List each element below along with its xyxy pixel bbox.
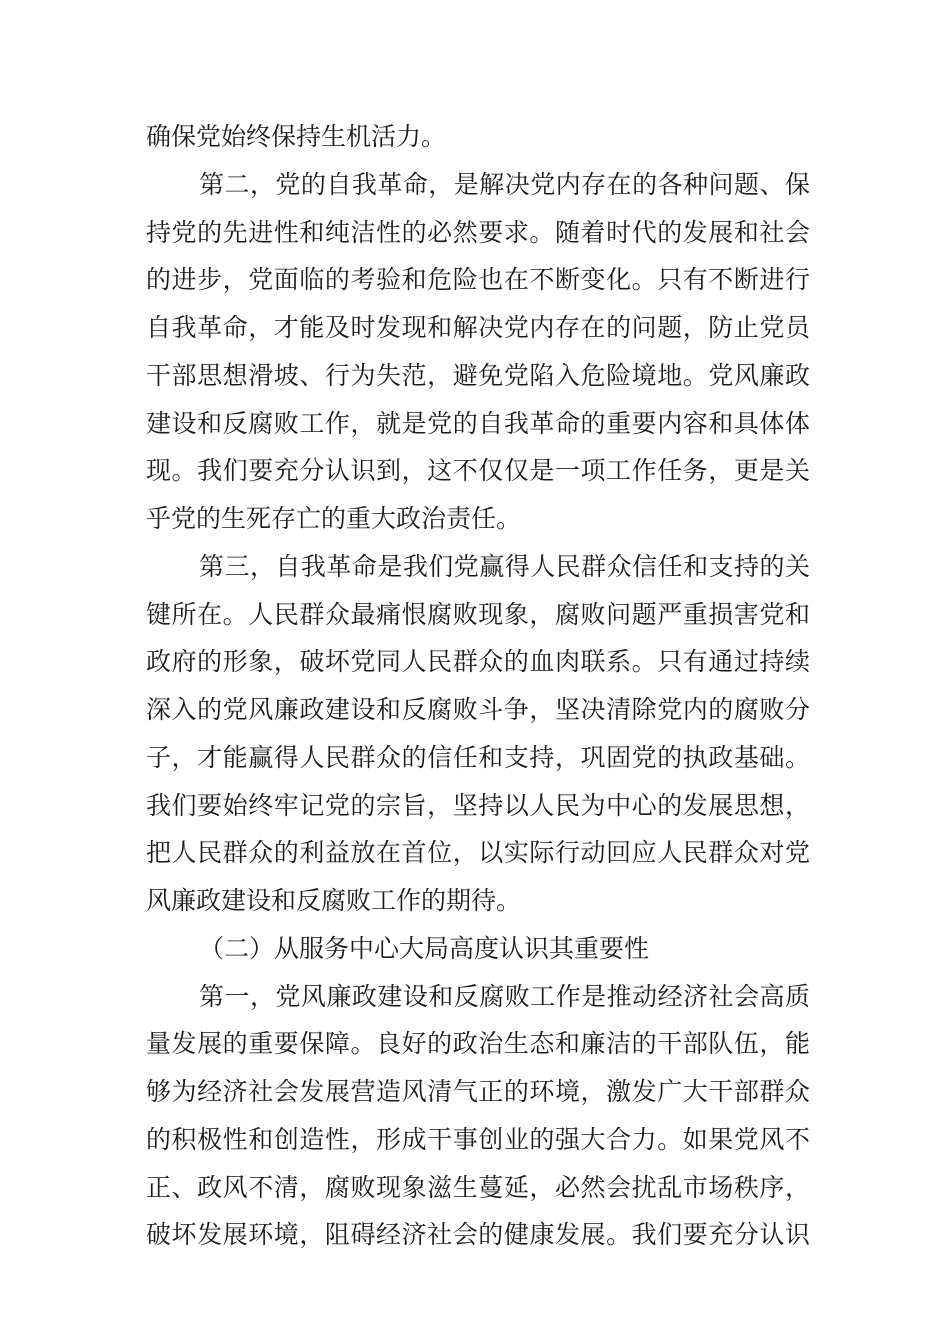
paragraph-first-line: 第三，自我革命是我们党赢得人民群众信任和支持的关 — [199, 552, 810, 581]
section-heading: （二）从服务中心大局高度认识其重要性 — [199, 934, 650, 963]
text-line: 的积极性和创造性，形成干事创业的强大合力。如果党风不 — [146, 1125, 810, 1154]
text-line: 把人民群众的利益放在首位，以实际行动回应人民群众对党 — [146, 838, 810, 867]
text-line: 干部思想滑坡、行为失范，避免党陷入危险境地。党风廉政 — [146, 361, 810, 390]
text-line: 持党的先进性和纯洁性的必然要求。随着时代的发展和社会 — [146, 218, 810, 247]
text-line: 乎党的生死存亡的重大政治责任。 — [146, 504, 522, 533]
text-line: 风廉政建设和反腐败工作的期待。 — [146, 886, 522, 915]
text-line: 政府的形象，破坏党同人民群众的血肉联系。只有通过持续 — [146, 647, 810, 676]
text-line: 子，才能赢得人民群众的信任和支持，巩固党的执政基础。 — [146, 743, 810, 772]
paragraph-first-line: 第二，党的自我革命，是解决党内存在的各种问题、保 — [199, 170, 810, 199]
text-line: 确保党始终保持生机活力。 — [146, 122, 447, 151]
text-line: 深入的党风廉政建设和反腐败斗争，坚决清除党内的腐败分 — [146, 695, 810, 724]
text-line: 量发展的重要保障。良好的政治生态和廉洁的干部队伍，能 — [146, 1029, 810, 1058]
paragraph-first-line: 第一，党风廉政建设和反腐败工作是推动经济社会高质 — [199, 982, 810, 1011]
text-line: 键所在。人民群众最痛恨腐败现象，腐败问题严重损害党和 — [146, 600, 810, 629]
text-line: 我们要始终牢记党的宗旨，坚持以人民为中心的发展思想， — [146, 791, 810, 820]
text-line: 破坏发展环境，阻碍经济社会的健康发展。我们要充分认识 — [146, 1220, 810, 1249]
text-line: 现。我们要充分认识到，这不仅仅是一项工作任务，更是关 — [146, 456, 810, 485]
text-line: 正、政风不清，腐败现象滋生蔓延，必然会扰乱市场秩序， — [146, 1173, 810, 1202]
text-line: 的进步，党面临的考验和危险也在不断变化。只有不断进行 — [146, 265, 810, 294]
text-line: 自我革命，才能及时发现和解决党内存在的问题，防止党员 — [146, 313, 810, 342]
text-line: 建设和反腐败工作，就是党的自我革命的重要内容和具体体 — [146, 409, 810, 438]
text-line: 够为经济社会发展营造风清气正的环境，激发广大干部群众 — [146, 1077, 810, 1106]
